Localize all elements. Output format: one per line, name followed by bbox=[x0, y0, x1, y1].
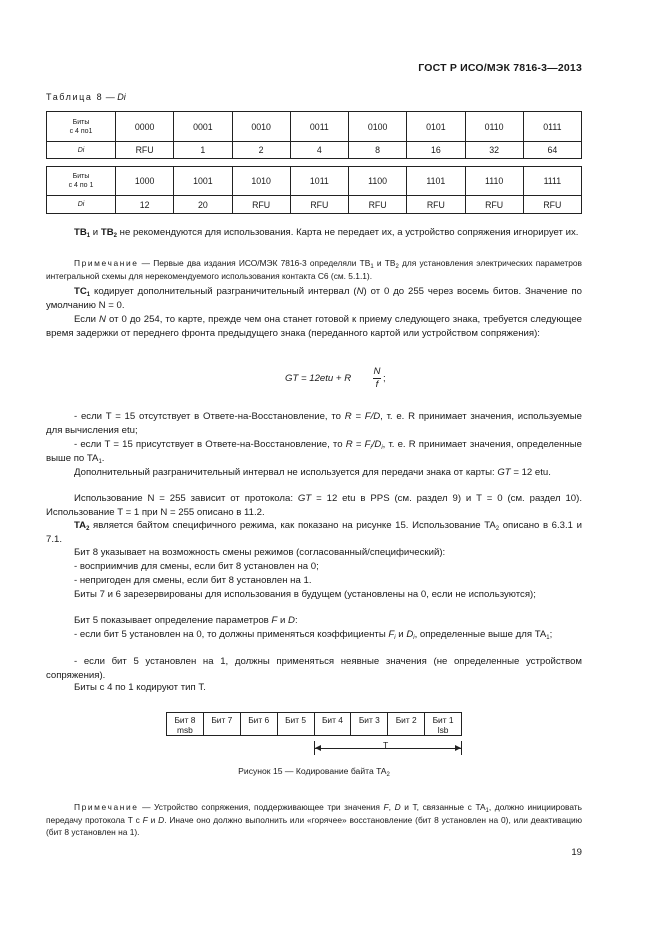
table-cell: 2 bbox=[232, 142, 290, 159]
bullet-bit8-1: - непригоден для смены, если бит 8 установлен на 1. bbox=[74, 575, 312, 586]
table-cell: 20 bbox=[174, 196, 232, 214]
paragraph-bits41: Биты с 4 по 1 кодируют тип T. bbox=[74, 682, 206, 693]
table-cell: 16 bbox=[407, 142, 465, 159]
document-header: ГОСТ Р ИСО/МЭК 7816-3—2013 bbox=[418, 62, 582, 74]
table-cell: RFU bbox=[349, 196, 407, 214]
formula-lhs: GT = 12etu + R bbox=[285, 373, 352, 384]
table-cell: 0010 bbox=[232, 112, 290, 142]
table-cell: 1011 bbox=[290, 167, 348, 196]
t-range-label: T bbox=[383, 740, 389, 750]
table-cell: RFU bbox=[407, 196, 465, 214]
table-cell: 0100 bbox=[349, 112, 407, 142]
bullet-bit8-0: - восприимчив для смены, если бит 8 установлен на 0; bbox=[74, 561, 319, 572]
table-row bbox=[47, 142, 582, 159]
table-cell: RFU bbox=[232, 196, 290, 214]
bit-cell: Бит 8 msb bbox=[174, 715, 196, 735]
table-cell: RFU bbox=[465, 196, 523, 214]
di-table-2 bbox=[46, 166, 582, 214]
bit-cell: Бит 4 bbox=[314, 713, 351, 735]
table-cell: 1100 bbox=[349, 167, 407, 196]
bit-cell: Бит 6 bbox=[240, 713, 277, 735]
table-cell: 0101 bbox=[407, 112, 465, 142]
table-row bbox=[47, 196, 582, 214]
page-number: 19 bbox=[571, 847, 582, 858]
bit-cell: Бит 5 bbox=[277, 713, 314, 735]
paragraph-bit8: Бит 8 указывает на возможность смены режимов (согласованный/специфический): bbox=[74, 547, 446, 558]
table-cell: 0111 bbox=[523, 112, 581, 142]
table-cell: 64 bbox=[523, 142, 581, 159]
table-cell: 1110 bbox=[465, 167, 523, 196]
byte-ta2-diagram bbox=[166, 712, 462, 736]
note-1: Примечание — Первые два издания ИСО/МЭК 7816-3 определяли $TB_1$ и $TB_2$ для установления электрических параметров интегральной схемы для нерекомендуемого использования контакта C6 (см. 5.1.1). bbox=[46, 258, 582, 281]
table-caption-label: Таблица 8 bbox=[46, 92, 104, 102]
paragraph-tb: $TB_1$ и $TB_2$ не рекомендуются для использования. Карта не передает их, а устройство сопряжения игнорирует их. bbox=[74, 227, 579, 239]
row-label: Биты с 4 по 1 bbox=[47, 167, 116, 196]
table-cell: 1001 bbox=[174, 167, 232, 196]
bullet-bit5-0: - если бит 5 установлен на 0, то должны применяться коэффициенты $F_i$ и $D_i$, определенные выше для $TA_1$; bbox=[74, 629, 553, 641]
bullet-bit5-1: - если бит 5 установлен на 1, должны применяться неявные значения (не определенные устройством сопряжения). bbox=[46, 656, 582, 681]
table-cell: 1111 bbox=[523, 167, 581, 196]
paragraph-bits76: Биты 7 и 6 зарезервированы для использования в будущем (установлены на 0, если не используются); bbox=[74, 589, 536, 600]
bullet-t15-absent: - если T = 15 отсутствует в Ответе-на-Восстановление, то R = F/D, т. е. R принимает значения, используемые для вычисления etu; bbox=[46, 411, 582, 436]
paragraph-extra-guard: Дополнительный разграничительный интервал не используется для передачи знака от карты: GT = 12 etu. bbox=[74, 467, 551, 478]
table-cell: 1010 bbox=[232, 167, 290, 196]
formula-fraction: $\frac{N}{f}$ bbox=[373, 366, 381, 390]
figure-caption: Рисунок 15 — Кодирование байта $TA_2$ bbox=[238, 766, 390, 778]
table-cell: 12 bbox=[116, 196, 174, 214]
table-cell: 0001 bbox=[174, 112, 232, 142]
bit-cell: Бит 3 bbox=[350, 713, 387, 735]
table-cell: 4 bbox=[290, 142, 348, 159]
table-row bbox=[47, 112, 582, 142]
paragraph-tc: $TC_1$ кодирует дополнительный разграничительный интервал (N) от 0 до 255 через восемь битов. Значение по умолчанию N = 0. bbox=[46, 286, 582, 311]
table-cell: 0000 bbox=[116, 112, 174, 142]
note-2: Примечание — Устройство сопряжения, поддерживающее три значения F, D и T, связанные с $TA_1$, должно инициировать передачу протокола T с F и D. Иначе оно должно выполнить или «горячее» восстановление (бит 8 установлен на 0), или деактивацию (бит 8 установлен на 1). bbox=[46, 802, 583, 837]
table-caption: Таблица 8 — Di bbox=[46, 92, 126, 102]
paragraph-n254: Если N от 0 до 254, то карте, прежде чем она станет готовой к приему следующего знака, требуется следующее время задержки от переднего фронта предыдущего знака (переданного картой или устройством сопряжения): bbox=[46, 314, 582, 339]
paragraph-n255: Использование N = 255 зависит от протокола: GT = 12 etu в PPS (см. раздел 9) и T = 0 (см. раздел 10). Использование T = 1 при N = 255 описано в 11.2. bbox=[46, 493, 582, 518]
di-table-1 bbox=[46, 111, 582, 159]
table-cell: 0011 bbox=[290, 112, 348, 142]
table-cell: 32 bbox=[465, 142, 523, 159]
bit-cell: Бит 7 bbox=[203, 713, 240, 735]
table-cell: RFU bbox=[290, 196, 348, 214]
paragraph-bit5: Бит 5 показывает определение параметров F и D: bbox=[74, 615, 298, 626]
table-cell: 8 bbox=[349, 142, 407, 159]
di-label: Di bbox=[47, 196, 116, 214]
table-cell: 0110 bbox=[465, 112, 523, 142]
paragraph-ta2: $TA_2$ является байтом специфичного режима, как показано на рисунке 15. Использование $TA_2$ описано в 6.3.1 и 7.1. bbox=[46, 520, 582, 545]
row-label: Биты с 4 по1 bbox=[47, 112, 116, 142]
table-cell: 1 bbox=[174, 142, 232, 159]
table-row bbox=[47, 167, 582, 196]
table-cell: RFU bbox=[116, 142, 174, 159]
di-label: Di bbox=[47, 142, 116, 159]
table-cell: 1000 bbox=[116, 167, 174, 196]
table-cell: 1101 bbox=[407, 167, 465, 196]
bullet-t15-present: - если T = 15 присутствует в Ответе-на-Восстановление, то $R = F_i/D_i$, т. е. R принимает значения, определенные выше по $TA_1$. bbox=[46, 439, 582, 465]
bit-cell: Бит 2 bbox=[387, 713, 424, 735]
bit-cell: Бит 1 lsb bbox=[424, 713, 461, 735]
table-cell: RFU bbox=[523, 196, 581, 214]
